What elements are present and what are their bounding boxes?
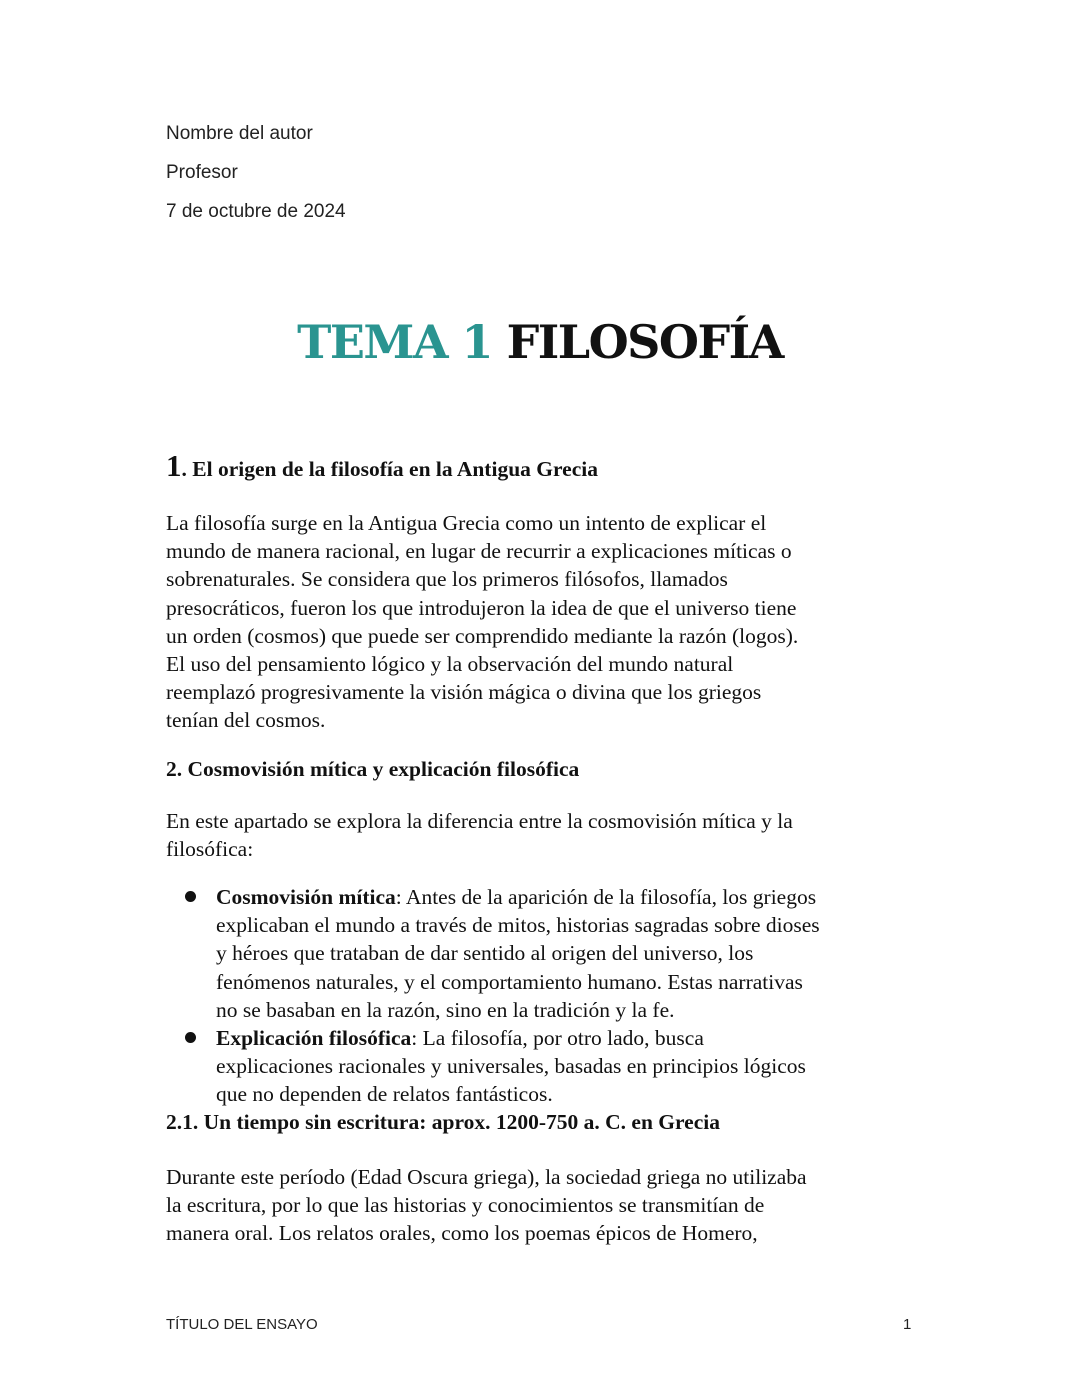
bullet-philosophical [216, 1024, 806, 1109]
title-accent: TEMA 1 [297, 315, 493, 369]
bullet-text [216, 883, 820, 1024]
text-line: El uso del pensamiento lógico y la observación del mundo natural [166, 652, 734, 677]
bullet-term: Cosmovisión mítica [216, 885, 396, 909]
text-line: la escritura, por lo que las historias y conocimientos se transmitían de [166, 1193, 765, 1218]
text-line: reemplazó progresivamente la visión mágica o divina que los griegos [166, 680, 762, 705]
bullet-term: Explicación filosófica [216, 1026, 412, 1050]
teacher-name: Profesor [166, 162, 238, 183]
text-line: La filosofía surge en la Antigua Grecia como un intento de explicar el [166, 511, 767, 535]
section-heading-text: . El origen de la filosofía en la Antigua Grecia [181, 457, 598, 481]
text-line: Durante este período (Edad Oscura griega), la sociedad griega no utilizaba [166, 1165, 807, 1189]
text-line: un orden (cosmos) que puede ser comprendido mediante la razón (logos). [166, 623, 799, 648]
text-line [216, 1052, 806, 1080]
text-line: presocráticos, fueron los que introdujeron la idea de que el universo tiene [166, 595, 797, 620]
bullet-line-text: : Antes de la aparición de la filosofía, los griegos [395, 885, 817, 909]
text-line [216, 1080, 806, 1108]
text-line: sobrenaturales. Se considera que los primeros filósofos, llamados [166, 567, 728, 592]
page-title [0, 312, 1080, 372]
text-line [216, 996, 820, 1024]
date: 7 de octubre de 2024 [166, 201, 346, 222]
text-line [216, 939, 820, 967]
footer-title: TÍTULO DEL ENSAYO [166, 1316, 318, 1333]
page-number: 1 [903, 1316, 912, 1333]
bullet-line-text: no se basaban en la razón, sino en la tradición y la fe. [216, 997, 675, 1022]
section-number: 1 [166, 448, 182, 483]
bullet-icon [185, 891, 196, 902]
bullet-line-text: y héroes que trataban de dar sentido al origen del universo, los [216, 941, 754, 966]
text-line: manera oral. Los relatos orales, como los poemas épicos de Homero, [166, 1221, 758, 1246]
text-line [216, 911, 820, 939]
section-2-1-heading: 2.1. Un tiempo sin escritura: aprox. 1200-750 a. C. en Grecia [166, 1110, 720, 1134]
section-2-paragraph [166, 807, 793, 863]
text-line [216, 1024, 806, 1052]
text-line: mundo de manera racional, en lugar de recurrir a explicaciones míticas o [166, 539, 792, 564]
title-main: FILOSOFÍA [506, 315, 783, 369]
text-line: En este apartado se explora la diferencia entre la cosmovisión mítica y la [166, 809, 793, 833]
text-line [216, 968, 820, 996]
author-name: Nombre del autor [166, 123, 313, 144]
text-line: filosófica: [166, 837, 254, 862]
section-1-heading [166, 448, 598, 483]
bullet-line-text: : La filosofía, por otro lado, busca [411, 1026, 704, 1050]
section-2-heading: 2. Cosmovisión mítica y explicación filosófica [166, 757, 580, 781]
text-line [216, 883, 820, 911]
bullet-line-text: explicaciones racionales y universales, basadas en principios lógicos [216, 1054, 806, 1079]
bullet-icon [185, 1032, 196, 1043]
text-line: tenían del cosmos. [166, 708, 326, 733]
bullet-line-text: explicaban el mundo a través de mitos, historias sagradas sobre dioses [216, 913, 820, 938]
bullet-line-text: que no dependen de relatos fantásticos. [216, 1082, 553, 1107]
section-2-1-paragraph [166, 1163, 807, 1248]
bullet-line-text: fenómenos naturales, y el comportamiento humano. Estas narrativas [216, 969, 803, 994]
bullet-text [216, 1024, 806, 1109]
section-1-paragraph [166, 509, 798, 735]
bullet-mythical [216, 883, 820, 1024]
